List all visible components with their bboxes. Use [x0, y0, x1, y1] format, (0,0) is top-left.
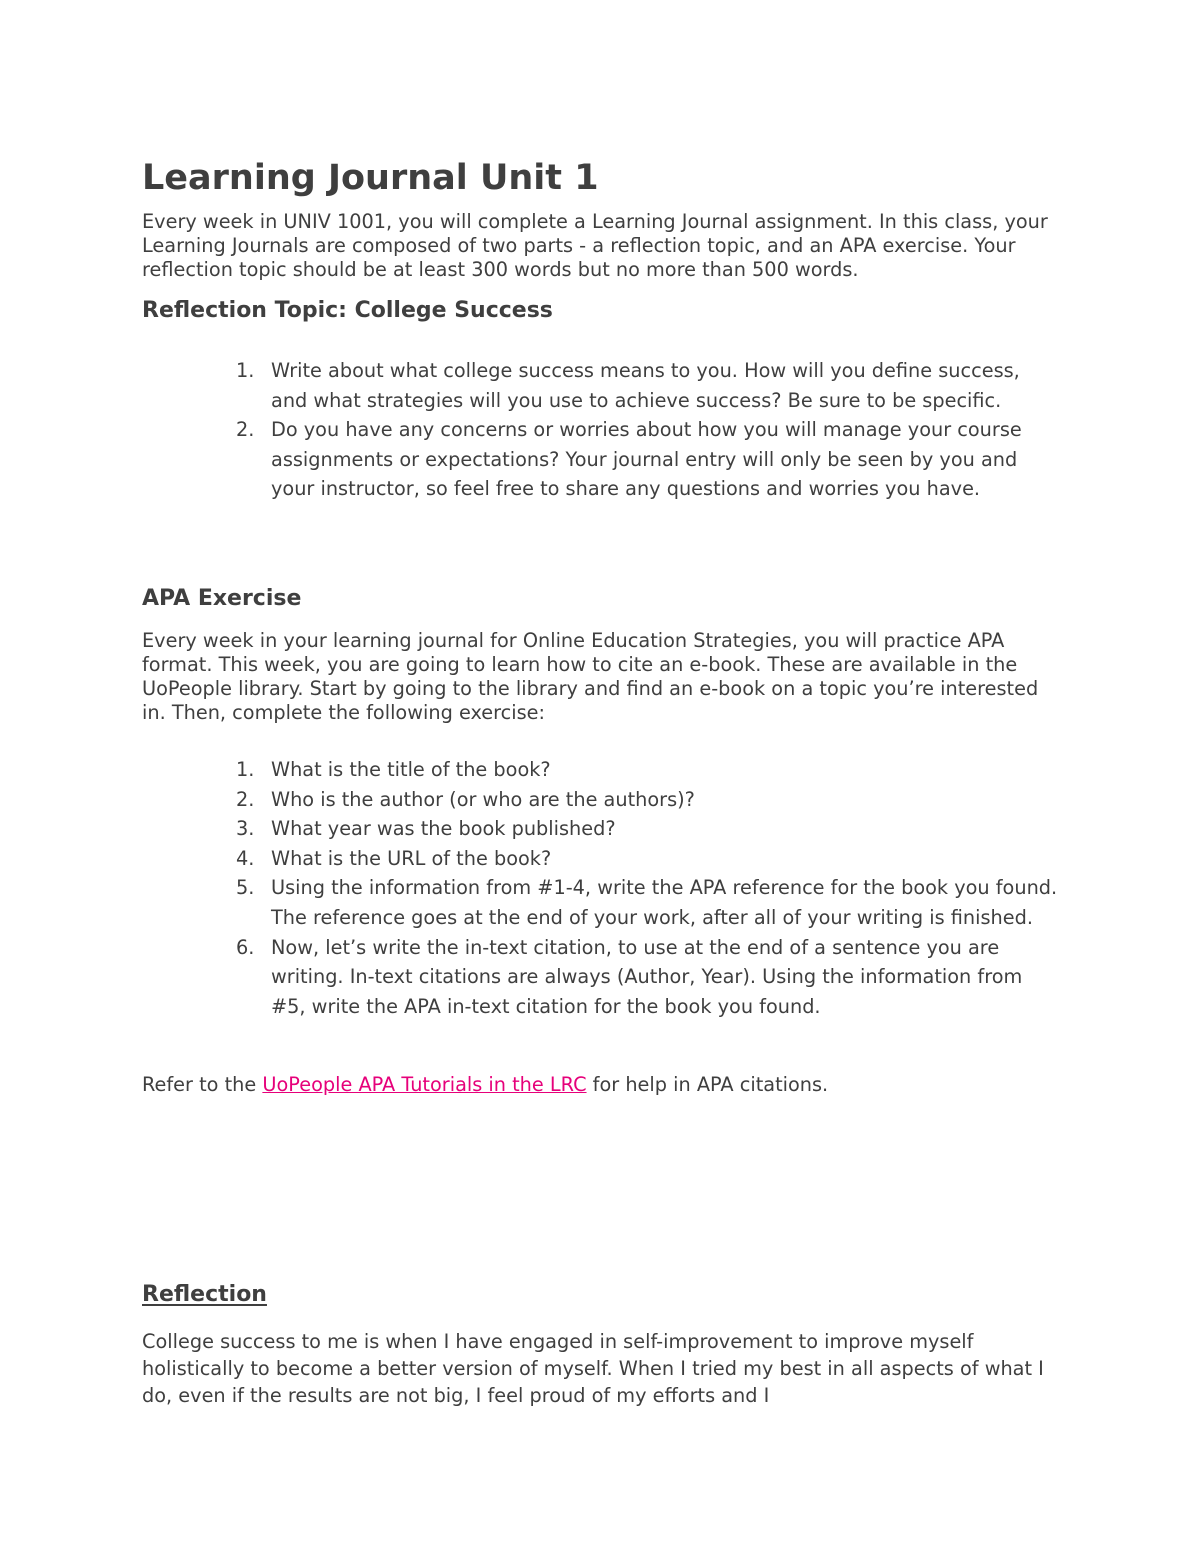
reflection-heading: Reflection	[142, 1282, 267, 1307]
list-item	[142, 356, 1061, 415]
list-item	[142, 415, 1061, 504]
list-item	[142, 933, 1061, 1022]
refer-paragraph	[142, 1073, 1060, 1097]
apa-exercise-list	[142, 755, 1061, 1021]
list-item-number: 6.	[236, 935, 255, 959]
list-item	[142, 844, 1061, 874]
list-item-text: Write about what college success means to you. How will you define success, and what strategies will you use to achieve success? Be sure to be specific.	[271, 359, 1020, 412]
list-item-number: 3.	[236, 817, 255, 841]
list-item	[142, 755, 1061, 785]
reflection-topic-heading: Reflection Topic: College Success	[142, 298, 553, 323]
list-item-text: What is the title of the book?	[271, 758, 551, 781]
list-item	[142, 785, 1061, 815]
list-item-number: 5.	[236, 876, 255, 900]
list-item-text: Now, let’s write the in-text citation, to use at the end of a sentence you are writing. In-text citations are always (Author, Year). Using the information from #5, write the APA in-text citation for the book you found.	[271, 935, 1023, 1018]
refer-prefix: Refer to the	[142, 1073, 263, 1096]
list-item-number: 2.	[236, 787, 255, 811]
list-item-text: Do you have any concerns or worries about how you will manage your course assignments or expectations? Your journal entry will only be seen by you and your instructor, so feel free to share any questions and worries you have.	[271, 418, 1022, 501]
apa-exercise-heading: APA Exercise	[142, 586, 302, 611]
intro-paragraph: Every week in UNIV 1001, you will complete a Learning Journal assignment. In this class, your Learning Journals are composed of two parts - a reflection topic, and an APA exercise. Your reflection topic should be at least 300 words but no more than 500 words.	[142, 210, 1048, 281]
apa-intro-paragraph: Every week in your learning journal for Online Education Strategies, you will practice APA format. This week, you are going to learn how to cite an e-book. These are available in the UoPeople library. Start by going to the library and find an e-book on a topic you’re interested in. Then, complete the following exercise:	[142, 629, 1039, 724]
list-item-text: Using the information from #1-4, write the APA reference for the book you found. The reference goes at the end of your work, after all of your writing is finished.	[271, 876, 1058, 929]
apa-tutorials-link[interactable]: UoPeople APA Tutorials in the LRC	[262, 1073, 587, 1096]
list-item	[142, 814, 1061, 844]
list-item	[142, 873, 1061, 932]
reflection-topic-list	[142, 356, 1061, 504]
list-item-number: 1.	[236, 758, 255, 781]
reflection-body: College success to me is when I have engaged in self-improvement to improve myself holistically to become a better version of myself. When I tried my best in all aspects of what I do, even if the results are not big, I feel proud of my efforts and I	[142, 1330, 1044, 1407]
refer-suffix: for help in APA citations.	[586, 1073, 829, 1096]
list-item-text: Who is the author (or who are the authors)?	[271, 787, 695, 811]
list-item-number: 2.	[236, 418, 255, 442]
list-item-text: What year was the book published?	[271, 817, 616, 841]
document-title: Learning Journal Unit 1	[142, 158, 599, 198]
list-item-number: 1.	[236, 359, 255, 382]
list-item-number: 4.	[236, 846, 255, 870]
list-item-text: What is the URL of the book?	[271, 846, 552, 870]
